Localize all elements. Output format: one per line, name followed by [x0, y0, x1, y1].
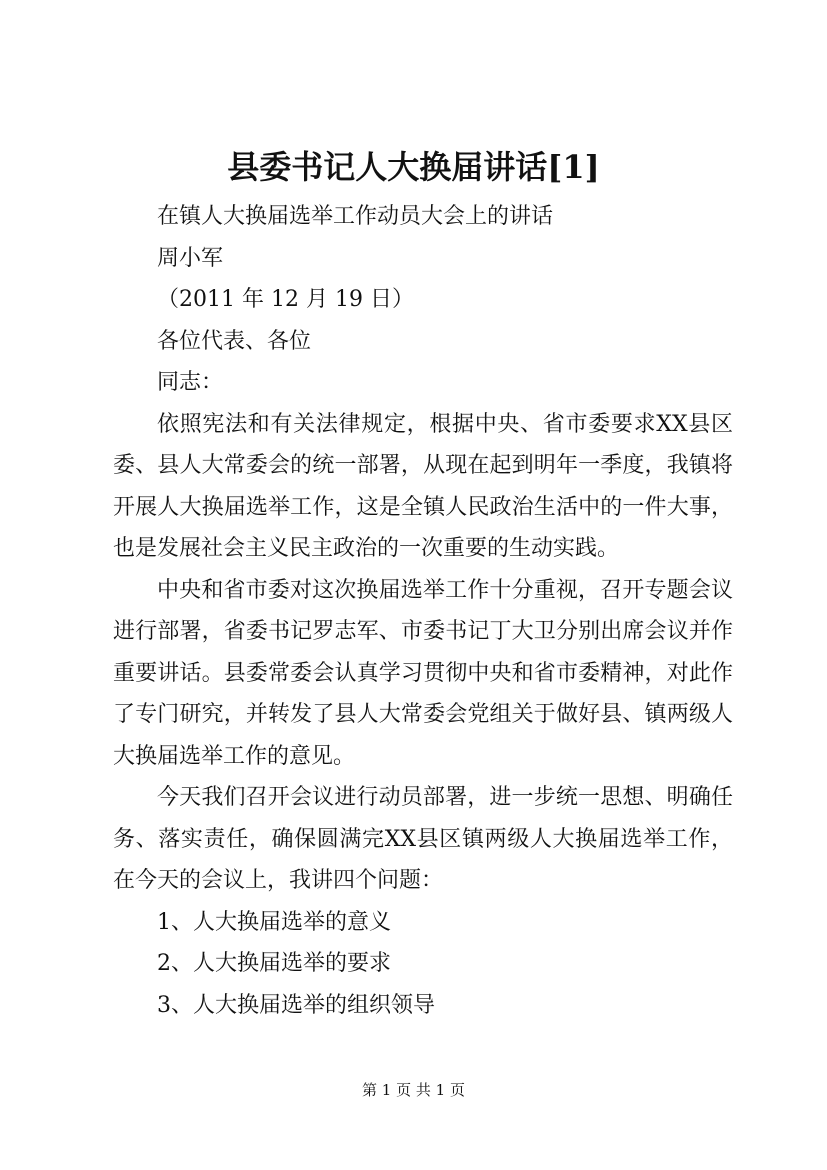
body-paragraph: 中央和省市委对这次换届选举工作十分重视，召开专题会议进行部署，省委书记罗志军、市委书记丁大卫分别出席会议并作重要讲话。县委常委会认真学习贯彻中央和省市委精神，对此作了专门研究，并转发了县人大常委会党组关于做好县、镇两级人大换届选举工作的意见。 [113, 577, 733, 769]
speaker-name: 周小军 [157, 245, 224, 271]
document-body [113, 196, 733, 1026]
list-item: 1、人大换届选举的意义 [157, 909, 391, 935]
body-paragraph: 依照宪法和有关法律规定，根据中央、省市委要求XX县区委、县人大常委会的统一部署，从现在起到明年一季度，我镇将开展人大换届选举工作，这是全镇人民政治生活中的一件大事，也是发展社会主义民主政治的一次重要的生动实践。 [113, 411, 733, 561]
document-title: 县委书记人大换届讲话[1] [227, 148, 600, 186]
list-item: 2、人大换届选举的要求 [157, 951, 391, 976]
speech-subtitle: 在镇人大换届选举工作动员大会上的讲话 [157, 204, 554, 229]
body-paragraph: 今天我们召开会议进行动员部署，进一步统一思想、明确任务、落实责任，确保圆满完XX县区镇两级人大换届选举工作，在今天的会议上，我讲四个问题： [113, 785, 733, 893]
page-number-footer: 第 1 页 共 1 页 [362, 1081, 465, 1099]
list-item: 3、人大换届选举的组织领导 [157, 992, 435, 1018]
salutation-line-1: 各位代表、各位 [157, 328, 312, 354]
speech-date: （2011 年 12 月 19 日） [157, 287, 414, 312]
salutation-line-2: 同志： [157, 370, 224, 395]
